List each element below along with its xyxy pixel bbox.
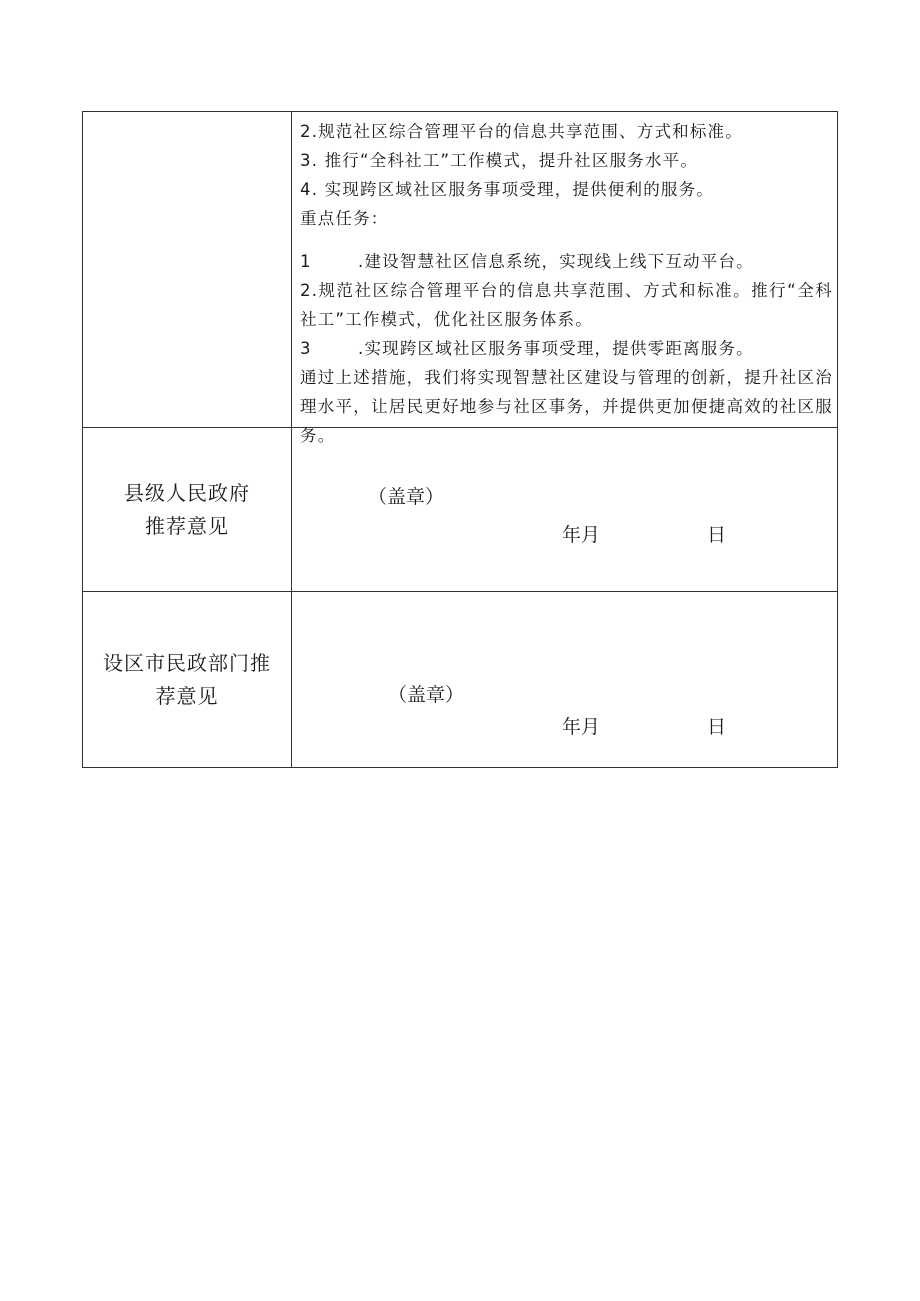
label-line: 设区市民政部门推: [103, 651, 271, 675]
project-content-cell: [292, 112, 837, 445]
content-line: 3. 推行“全科社工”工作模式，提升社区服务水平。: [300, 151, 699, 170]
city-civil-affairs-label: [83, 647, 291, 713]
task-item-1: [300, 247, 833, 276]
label-line: 县级人民政府: [124, 481, 250, 505]
county-stamp-label: （盖章）: [368, 486, 445, 508]
city-stamp-label: （盖章）: [388, 684, 465, 706]
key-tasks-heading: 重点任务：: [300, 209, 389, 228]
county-government-label: [83, 477, 291, 543]
county-day-label: 日: [707, 524, 727, 546]
label-line: 荐意见: [155, 684, 219, 708]
conclusion-paragraph: 通过上述措施，我们将实现智慧社区建设与管理的创新，提升社区治理水平，让居民更好地参与社区事务，并提供更加便捷高效的社区服务。: [300, 368, 833, 445]
task-number: 1: [300, 252, 312, 271]
content-line: 4. 实现跨区域社区服务事项受理，提供便利的服务。: [300, 180, 714, 199]
city-year-month-label: 年月: [562, 716, 601, 738]
task-number: 3: [300, 339, 312, 358]
task-item-2: 2.规范社区综合管理平台的信息共享范围、方式和标准。推行“全科社工”工作模式，优化社区服务体系。: [300, 281, 833, 329]
row-divider: [83, 591, 837, 592]
task-item-3: [300, 334, 833, 363]
recommendation-form-table: [82, 111, 838, 768]
label-line: 推荐意见: [145, 514, 229, 538]
task-text: .实现跨区域社区服务事项受理，提供零距离服务。: [358, 339, 754, 358]
content-line: 2.规范社区综合管理平台的信息共享范围、方式和标准。: [300, 122, 743, 141]
task-text: .建设智慧社区信息系统，实现线上线下互动平台。: [358, 252, 754, 271]
county-year-month-label: 年月: [562, 524, 601, 546]
city-day-label: 日: [707, 716, 727, 738]
